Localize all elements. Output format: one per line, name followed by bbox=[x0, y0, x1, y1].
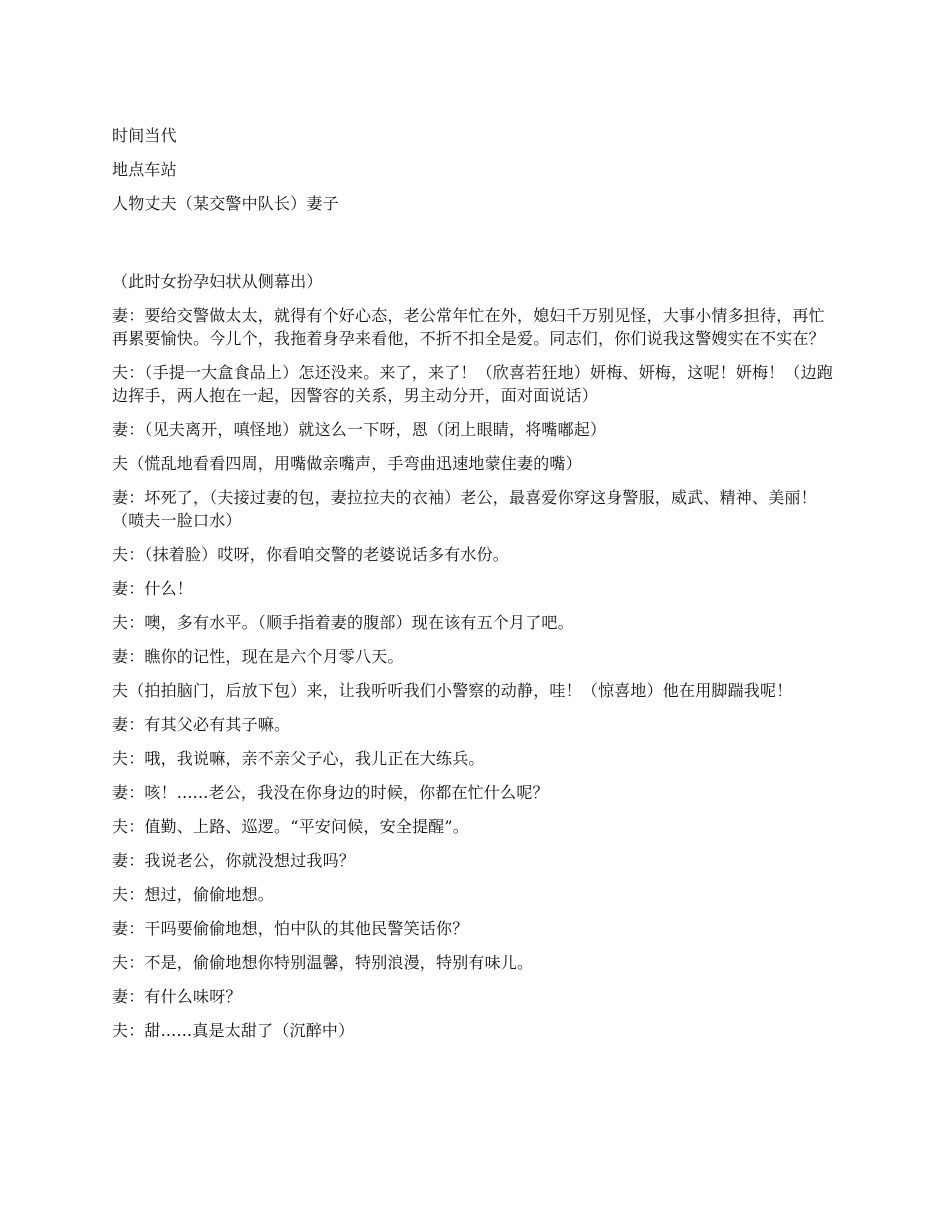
dialogue-line: 夫（慌乱地看看四周，用嘴做亲嘴声，手弯曲迅速地蒙住妻的嘴） bbox=[112, 454, 582, 473]
dialogue-line: 妻：有其父必有其子嘛。 bbox=[112, 715, 291, 734]
time-line: 时间当代 bbox=[112, 126, 177, 145]
section-gap bbox=[112, 226, 840, 270]
dialogue-line: 夫：想过，偷偷地想。 bbox=[112, 885, 275, 904]
stage-direction: （此时女扮孕妇状从侧幕出） bbox=[112, 272, 323, 291]
dialogue-line: 夫：（手提一大盒食品上）怎还没来。来了，来了！（欣喜若狂地）妍梅、妍梅，这呢！妍梅！（边跑边挥手，两人抱在一起，因警容的关系，男主动分开，面对面说话） bbox=[112, 363, 834, 405]
dialogue-line: 妻：咳！......老公，我没在你身边的时候，你都在忙什么呢？ bbox=[112, 783, 549, 802]
dialogue-line: 妻：瞧你的记性，现在是六个月零八天。 bbox=[112, 647, 404, 666]
dialogue-line: 妻：要给交警做太太，就得有个好心态，老公常年忙在外，媳妇千万别见怪，大事小情多担待，再忙再累要愉快。今儿个，我拖着身孕来看他，不折不扣全是爱。同志们，你们说我这警嫂实在不实在？ bbox=[112, 306, 825, 348]
characters-line: 人物丈夫（某交警中队长）妻子 bbox=[112, 194, 339, 213]
dialogue-line: 夫：噢，多有水平。（顺手指着妻的腹部）现在该有五个月了吧。 bbox=[112, 613, 574, 632]
dialogue-line: 妻：我说老公，你就没想过我吗？ bbox=[112, 851, 356, 870]
dialogue-line: 妻：有什么味呀？ bbox=[112, 987, 242, 1006]
dialogue-line: 夫：哦，我说嘛，亲不亲父子心，我儿正在大练兵。 bbox=[112, 749, 485, 768]
place-line: 地点车站 bbox=[112, 160, 177, 179]
dialogue-line: 妻：干吗要偷偷地想，怕中队的其他民警笑话你？ bbox=[112, 919, 469, 938]
dialogue-line: 妻：（见夫离开，嗔怪地）就这么一下呀，恩（闭上眼睛，将嘴嘟起） bbox=[112, 420, 607, 439]
dialogue-line: 夫：值勤、上路、巡逻。“平安问候，安全提醒”。 bbox=[112, 817, 469, 836]
dialogue-line: 妻：坏死了，（夫接过妻的包，妻拉拉夫的衣袖）老公，最喜爱你穿这身警服，威武、精神、美丽！（喷夫一脸口水） bbox=[112, 488, 817, 530]
dialogue-line: 妻：什么！ bbox=[112, 579, 194, 598]
dialogue-line: 夫：甜......真是太甜了（沉醉中） bbox=[112, 1021, 355, 1040]
dialogue-line: 夫：不是，偷偷地想你特别温馨，特别浪漫，特别有味儿。 bbox=[112, 953, 534, 972]
dialogue-line: 夫：（抹着脸）哎呀，你看咱交警的老婆说话多有水份。 bbox=[112, 545, 510, 564]
dialogue-line: 夫（拍拍脑门，后放下包）来，让我听听我们小警察的动静，哇！（惊喜地）他在用脚踹我呢！ bbox=[112, 681, 793, 700]
script-body bbox=[112, 124, 840, 1053]
